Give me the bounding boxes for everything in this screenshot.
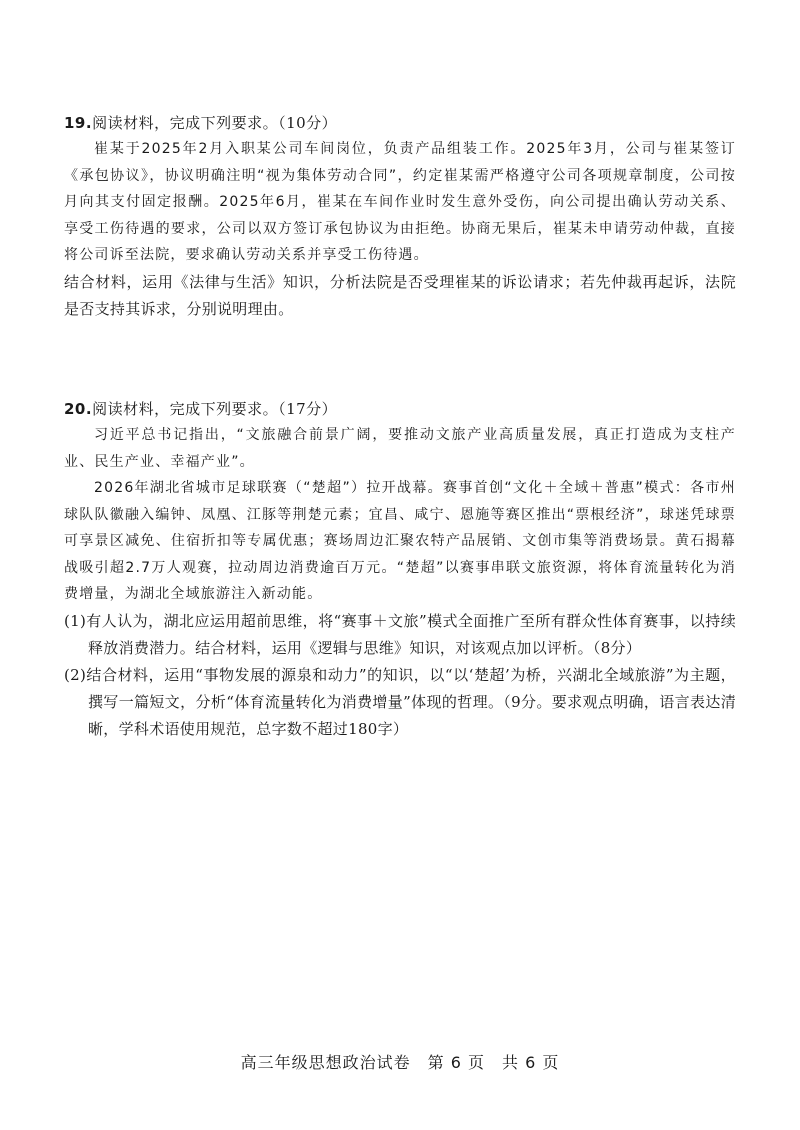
- question-19-instruction: 阅读材料，完成下列要求。（10分）: [92, 114, 338, 132]
- question-20-number: 20.: [64, 400, 93, 418]
- question-20-heading: [64, 398, 736, 420]
- question-20: [64, 398, 736, 743]
- question-19: [64, 112, 736, 323]
- question-19-task: 结合材料，运用《法律与生活》知识，分析法院是否受理崔某的诉讼请求；若先仲裁再起诉，法院是否支持其诉求，分别说明理由。: [64, 272, 736, 318]
- question-19-material: 崔某于2025年2月入职某公司车间岗位，负责产品组装工作。2025年3月，公司与崔某签订《承包协议》，协议明确注明“视为集体劳动合同”，约定崔某需严格遵守公司各项规章制度，公司按月向其支付固定报酬。2025年6月，崔某在车间作业时发生意外受伤，向公司提出确认劳动关系、享受工伤待遇的要求，公司以双方签订承包协议为由拒绝。协商无果后，崔某未申请劳动仲裁，直接将公司诉至法院，要求确认劳动关系并享受工伤待遇。: [64, 141, 736, 263]
- page-footer: 高三年级思想政治试卷 第 6 页 共 6 页: [240, 1053, 560, 1072]
- question-20-subquestion-1: (1)有人认为，湖北应运用超前思维，将“赛事＋文旅”模式全面推广至所有群众性体育赛事，以持续释放消费潜力。结合材料，运用《逻辑与思维》知识，对该观点加以评析。（8分）: [64, 611, 736, 657]
- question-20-instruction: 阅读材料，完成下列要求。（17分）: [92, 400, 338, 418]
- question-20-subquestion-2: (2)结合材料，运用“事物发展的源泉和动力”的知识，以“以‘楚超’为桥，兴湖北全域旅游”为主题，撰写一篇短文，分析“体育流量转化为消费增量”体现的哲理。（9分。要求观点明确，语言表达清晰，学科术语使用规范，总字数不超过180字）: [64, 665, 736, 738]
- question-20-material-2: 2026年湖北省城市足球联赛（“楚超”）拉开战幕。赛事首创“文化＋全域＋普惠”模式：各市州球队队徽融入编钟、凤凰、江豚等荆楚元素；宜昌、咸宁、恩施等赛区推出“票根经济”，球迷凭球票可享景区减免、住宿折扣等专属优惠；赛场周边汇聚农特产品展销、文创市集等消费场景。黄石揭幕战吸引超2.7万人观赛，拉动周边消费逾百万元。“楚超”以赛事串联文旅资源，将体育流量转化为消费增量，为湖北全域旅游注入新动能。: [64, 480, 736, 602]
- question-19-number: 19.: [64, 114, 93, 132]
- question-20-material-1: 习近平总书记指出，“文旅融合前景广阔，要推动文旅产业高质量发展，真正打造成为支柱产业、民生产业、幸福产业”。: [64, 427, 736, 470]
- question-19-heading: [64, 112, 736, 134]
